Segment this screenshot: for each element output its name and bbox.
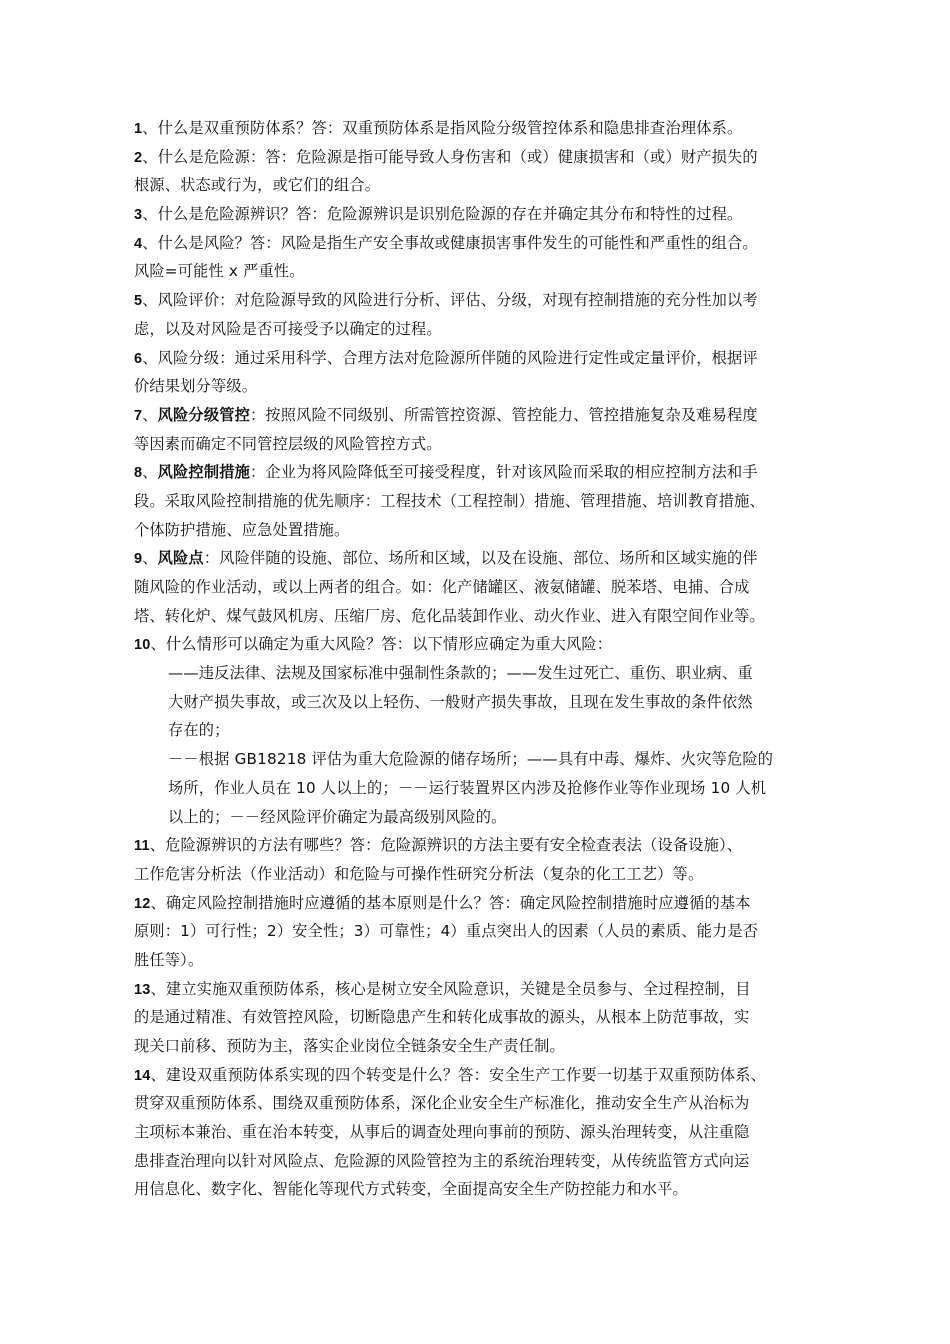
- continuation-line: [134, 1175, 834, 1204]
- continuation-line: [134, 1003, 834, 1032]
- item-number: 8: [134, 465, 143, 482]
- continuation-line: [134, 372, 834, 401]
- separator: 、: [142, 549, 158, 568]
- question-item-line: [134, 401, 834, 430]
- continuation-line: [134, 430, 834, 459]
- line-text: ——违反法律、法规及国家标准中强制性条款的；——发生过死亡、重伤、职业病、重: [168, 664, 753, 683]
- separator: 、: [142, 405, 158, 424]
- line-text: －－根据 GB18218 评估为重大危险源的储存场所；——具有中毒、爆炸、火灾等危险的: [168, 750, 774, 769]
- item-number: 10: [134, 637, 151, 654]
- line-text: 现关口前移、预防为主，落实企业岗位全链条安全生产责任制。: [134, 1037, 565, 1055]
- line-text: 患排查治理向以针对风险点、危险源的风险管控为主的系统治理转变，从传统监管方式向运: [134, 1151, 750, 1170]
- item-number: 14: [134, 1067, 151, 1084]
- item-number: 6: [134, 350, 143, 367]
- line-text: 以上的；－－经风险评价确定为最高级别风险的。: [168, 807, 507, 826]
- line-text: 、风险评价：对危险源导致的风险进行分析、评估、分级，对现有控制措施的充分性加以考: [142, 291, 758, 310]
- item-number: 11: [134, 838, 150, 855]
- line-text: 价结果划分等级。: [134, 377, 258, 396]
- item-number: 2: [134, 149, 143, 166]
- question-item-line: [134, 286, 834, 315]
- item-number: 5: [134, 293, 143, 310]
- line-text: 随风险的作业活动，或以上两者的组合。如：化产储罐区、液氨储罐、脱苯塔、电捕、合成: [134, 578, 750, 596]
- question-item-line: [134, 889, 834, 918]
- line-text: 、确定风险控制措施时应遵循的基本原则是什么？答：确定风险控制措施时应遵循的基本: [150, 893, 751, 912]
- continuation-line: [134, 171, 834, 200]
- indented-paragraph-line: [134, 803, 834, 832]
- question-item-line: [134, 630, 834, 659]
- question-item-line: [134, 114, 834, 143]
- line-text: 工作危害分析法（作业活动）和危险与可操作性研究分析法（复杂的化工工艺）等。: [134, 864, 704, 883]
- continuation-line: [134, 860, 834, 889]
- question-item-line: [134, 831, 834, 860]
- continuation-line: [134, 602, 834, 631]
- question-item-line: [134, 344, 834, 373]
- line-text: 贯穿双重预防体系、围绕双重预防体系，深化企业安全生产标准化，推动安全生产从治标为: [134, 1094, 750, 1113]
- item-number: 4: [134, 235, 143, 252]
- continuation-line: [134, 315, 834, 344]
- line-text: ：风险伴随的设施、部位、场所和区域，以及在设施、部位、场所和区域实施的伴: [203, 549, 758, 568]
- line-text: 的是通过精准、有效管控风险，切断隐患产生和转化成事故的源头，从根本上防范事故，实: [134, 1008, 750, 1027]
- document-body: [134, 114, 834, 1204]
- separator: 、: [142, 463, 158, 482]
- line-text: 用信息化、数字化、智能化等现代方式转变，全面提高安全生产防控能力和水平。: [134, 1180, 688, 1199]
- continuation-line: [134, 1089, 834, 1118]
- continuation-line: [134, 257, 834, 286]
- bold-term: 风险控制措施: [157, 463, 250, 482]
- continuation-line: [134, 917, 834, 946]
- line-text: 、风险分级：通过采用科学、合理方法对危险源所伴随的风险进行定性或定量评价，根据评: [142, 348, 758, 367]
- line-text: 根源、状态或行为，或它们的组合。: [134, 176, 381, 195]
- line-text: 、什么是危险源：答：危险源是指可能导致人身伤害和（或）健康损害和（或）财产损失的: [142, 147, 758, 166]
- item-number: 12: [134, 895, 151, 912]
- continuation-line: [134, 1147, 834, 1176]
- bold-term: 风险分级管控: [157, 405, 250, 424]
- item-number: 1: [134, 121, 143, 137]
- line-text: 风险=可能性 x 严重性。: [134, 262, 305, 281]
- line-text: 存在的；: [168, 721, 230, 740]
- question-item-line: [134, 1061, 834, 1090]
- line-text: 胜任等）。: [134, 950, 204, 969]
- indented-paragraph-line: [134, 716, 834, 745]
- continuation-line: [134, 516, 834, 545]
- item-number: 13: [134, 981, 151, 998]
- question-item-line: [134, 200, 834, 229]
- line-text: 场所，作业人员在 10 人以上的；－－运行装置界区内涉及抢修作业等作业现场 10 人机: [168, 778, 767, 797]
- indented-paragraph-line: [134, 688, 834, 717]
- bold-term: 风险点: [157, 549, 204, 568]
- question-item-line: [134, 544, 834, 573]
- line-text: 等因素而确定不同管控层级的风险管控方式。: [134, 434, 442, 453]
- question-item-line: [134, 975, 834, 1004]
- line-text: 主项标本兼治、重在治本转变，从事后的调查处理向事前的预防、源头治理转变，从注重隐: [134, 1123, 750, 1142]
- line-text: 、危险源辨识的方法有哪些？答：危险源辨识的方法主要有安全检查表法（设备设施）、: [149, 836, 743, 855]
- question-item-line: [134, 143, 834, 172]
- item-number: 3: [134, 207, 143, 224]
- indented-paragraph-line: [134, 659, 834, 688]
- line-text: 、什么是双重预防体系？答：双重预防体系是指风险分级管控体系和隐患排查治理体系。: [142, 119, 743, 137]
- line-text: 原则：1）可行性；2）安全性；3）可靠性；4）重点突出人的因素（人员的素质、能力是否: [134, 922, 759, 941]
- line-text: 塔、转化炉、煤气鼓风机房、压缩厂房、危化品装卸作业、动火作业、进入有限空间作业等。: [134, 606, 765, 625]
- continuation-line: [134, 487, 834, 516]
- line-text: 个体防护措施、应急处置措施。: [134, 520, 350, 539]
- indented-paragraph-line: [134, 774, 834, 803]
- line-text: ：按照风险不同级别、所需管控资源、管控能力、管控措施复杂及难易程度: [249, 405, 758, 424]
- line-text: 、建设双重预防体系实现的四个转变是什么？答：安全生产工作要一切基于双重预防体系、: [150, 1065, 767, 1084]
- continuation-line: [134, 573, 834, 602]
- question-item-line: [134, 458, 834, 487]
- item-number: 7: [134, 407, 143, 424]
- line-text: 、建立实施双重预防体系，核心是树立安全风险意识，关键是全员参与、全过程控制，目: [150, 979, 751, 998]
- line-text: 大财产损失事故，或三次及以上轻伤、一般财产损失事故，且现在发生事故的条件依然: [168, 692, 753, 711]
- item-number: 9: [134, 551, 143, 568]
- line-text: 、什么情形可以确定为重大风险？答：以下情形应确定为重大风险：: [150, 635, 613, 654]
- question-item-line: [134, 229, 834, 258]
- line-text: ：企业为将风险降低至可接受程度，针对该风险而采取的相应控制方法和手: [249, 463, 758, 482]
- indented-paragraph-line: [134, 745, 834, 774]
- line-text: 、什么是危险源辨识？答：危险源辨识是识别危险源的存在并确定其分布和特性的过程。: [142, 205, 743, 224]
- continuation-line: [134, 1032, 834, 1061]
- line-text: 段。采取风险控制措施的优先顺序：工程技术（工程控制）措施、管理措施、培训教育措施、: [134, 491, 765, 510]
- line-text: 虑，以及对风险是否可接受予以确定的过程。: [134, 319, 442, 338]
- continuation-line: [134, 1118, 834, 1147]
- line-text: 、什么是风险？答：风险是指生产安全事故或健康损害事件发生的可能性和严重性的组合。: [142, 233, 758, 252]
- continuation-line: [134, 946, 834, 975]
